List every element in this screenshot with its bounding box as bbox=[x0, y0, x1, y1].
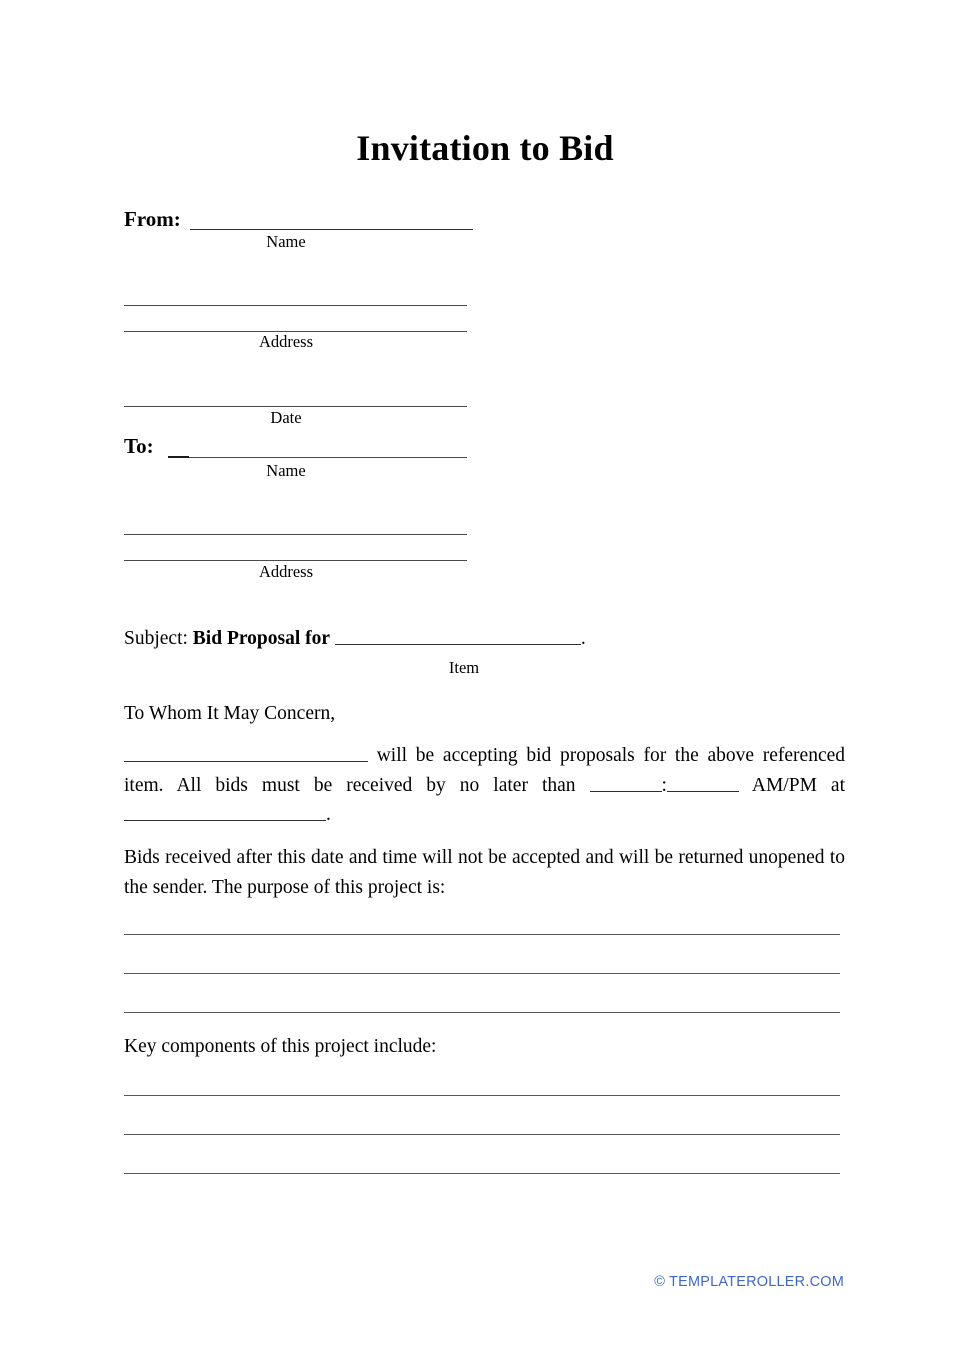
key-components-heading: Key components of this project include: bbox=[124, 1036, 437, 1057]
footer-watermark[interactable] bbox=[654, 1274, 844, 1290]
from-address-caption: Address bbox=[258, 332, 314, 351]
subject-item-blank[interactable] bbox=[335, 627, 581, 645]
paragraph-one bbox=[124, 741, 845, 830]
time-separator: : bbox=[661, 774, 667, 796]
to-address-caption: Address bbox=[258, 562, 314, 581]
purpose-write-line-2[interactable] bbox=[124, 973, 840, 974]
subject-prefix: Subject: bbox=[124, 628, 188, 649]
bidding-entity-blank[interactable] bbox=[124, 744, 368, 762]
from-date-field-rule[interactable] bbox=[124, 406, 467, 407]
subject-bold-text: Bid Proposal for bbox=[192, 628, 331, 649]
from-date-caption: Date bbox=[270, 408, 302, 427]
page-title: Invitation to Bid bbox=[356, 128, 614, 168]
deadline-hour-blank[interactable] bbox=[590, 774, 662, 792]
to-address-field-rule-2[interactable] bbox=[124, 560, 467, 561]
purpose-write-line-3[interactable] bbox=[124, 1012, 840, 1013]
to-label: To: bbox=[124, 434, 154, 458]
to-name-field-rule[interactable] bbox=[189, 457, 467, 458]
from-name-field-rule[interactable] bbox=[190, 229, 473, 230]
copyright-icon: © bbox=[654, 1274, 666, 1290]
subject-item-caption: Item bbox=[448, 658, 480, 677]
delivery-location-blank[interactable] bbox=[124, 803, 326, 821]
paragraph-two: Bids received after this date and time will not be accepted and will be returned unopened to the sender. The purpose of this project is: bbox=[124, 847, 845, 898]
to-name-field-rule-stub[interactable] bbox=[168, 456, 189, 458]
purpose-write-line-1[interactable] bbox=[124, 934, 840, 935]
to-name-caption: Name bbox=[266, 461, 306, 480]
paragraph-one-text-b: AM/PM at bbox=[738, 774, 845, 796]
from-address-field-rule-1[interactable] bbox=[124, 305, 467, 306]
from-label: From: bbox=[124, 207, 181, 231]
subject-trailing-period: . bbox=[580, 628, 586, 649]
salutation: To Whom It May Concern, bbox=[124, 703, 336, 724]
footer-site-name: TEMPLATEROLLER.COM bbox=[669, 1274, 844, 1290]
components-write-line-1[interactable] bbox=[124, 1095, 840, 1096]
components-write-line-2[interactable] bbox=[124, 1134, 840, 1135]
subject-line bbox=[124, 626, 586, 652]
deadline-minute-blank[interactable] bbox=[667, 774, 739, 792]
from-name-caption: Name bbox=[266, 232, 306, 251]
paragraph-one-end-period: . bbox=[326, 804, 331, 825]
components-write-line-3[interactable] bbox=[124, 1173, 840, 1174]
to-address-field-rule-1[interactable] bbox=[124, 534, 467, 535]
paragraph-one-text-a: will be accepting bid proposals for the above referenced item. All bids must be received by no later than bbox=[124, 745, 845, 796]
